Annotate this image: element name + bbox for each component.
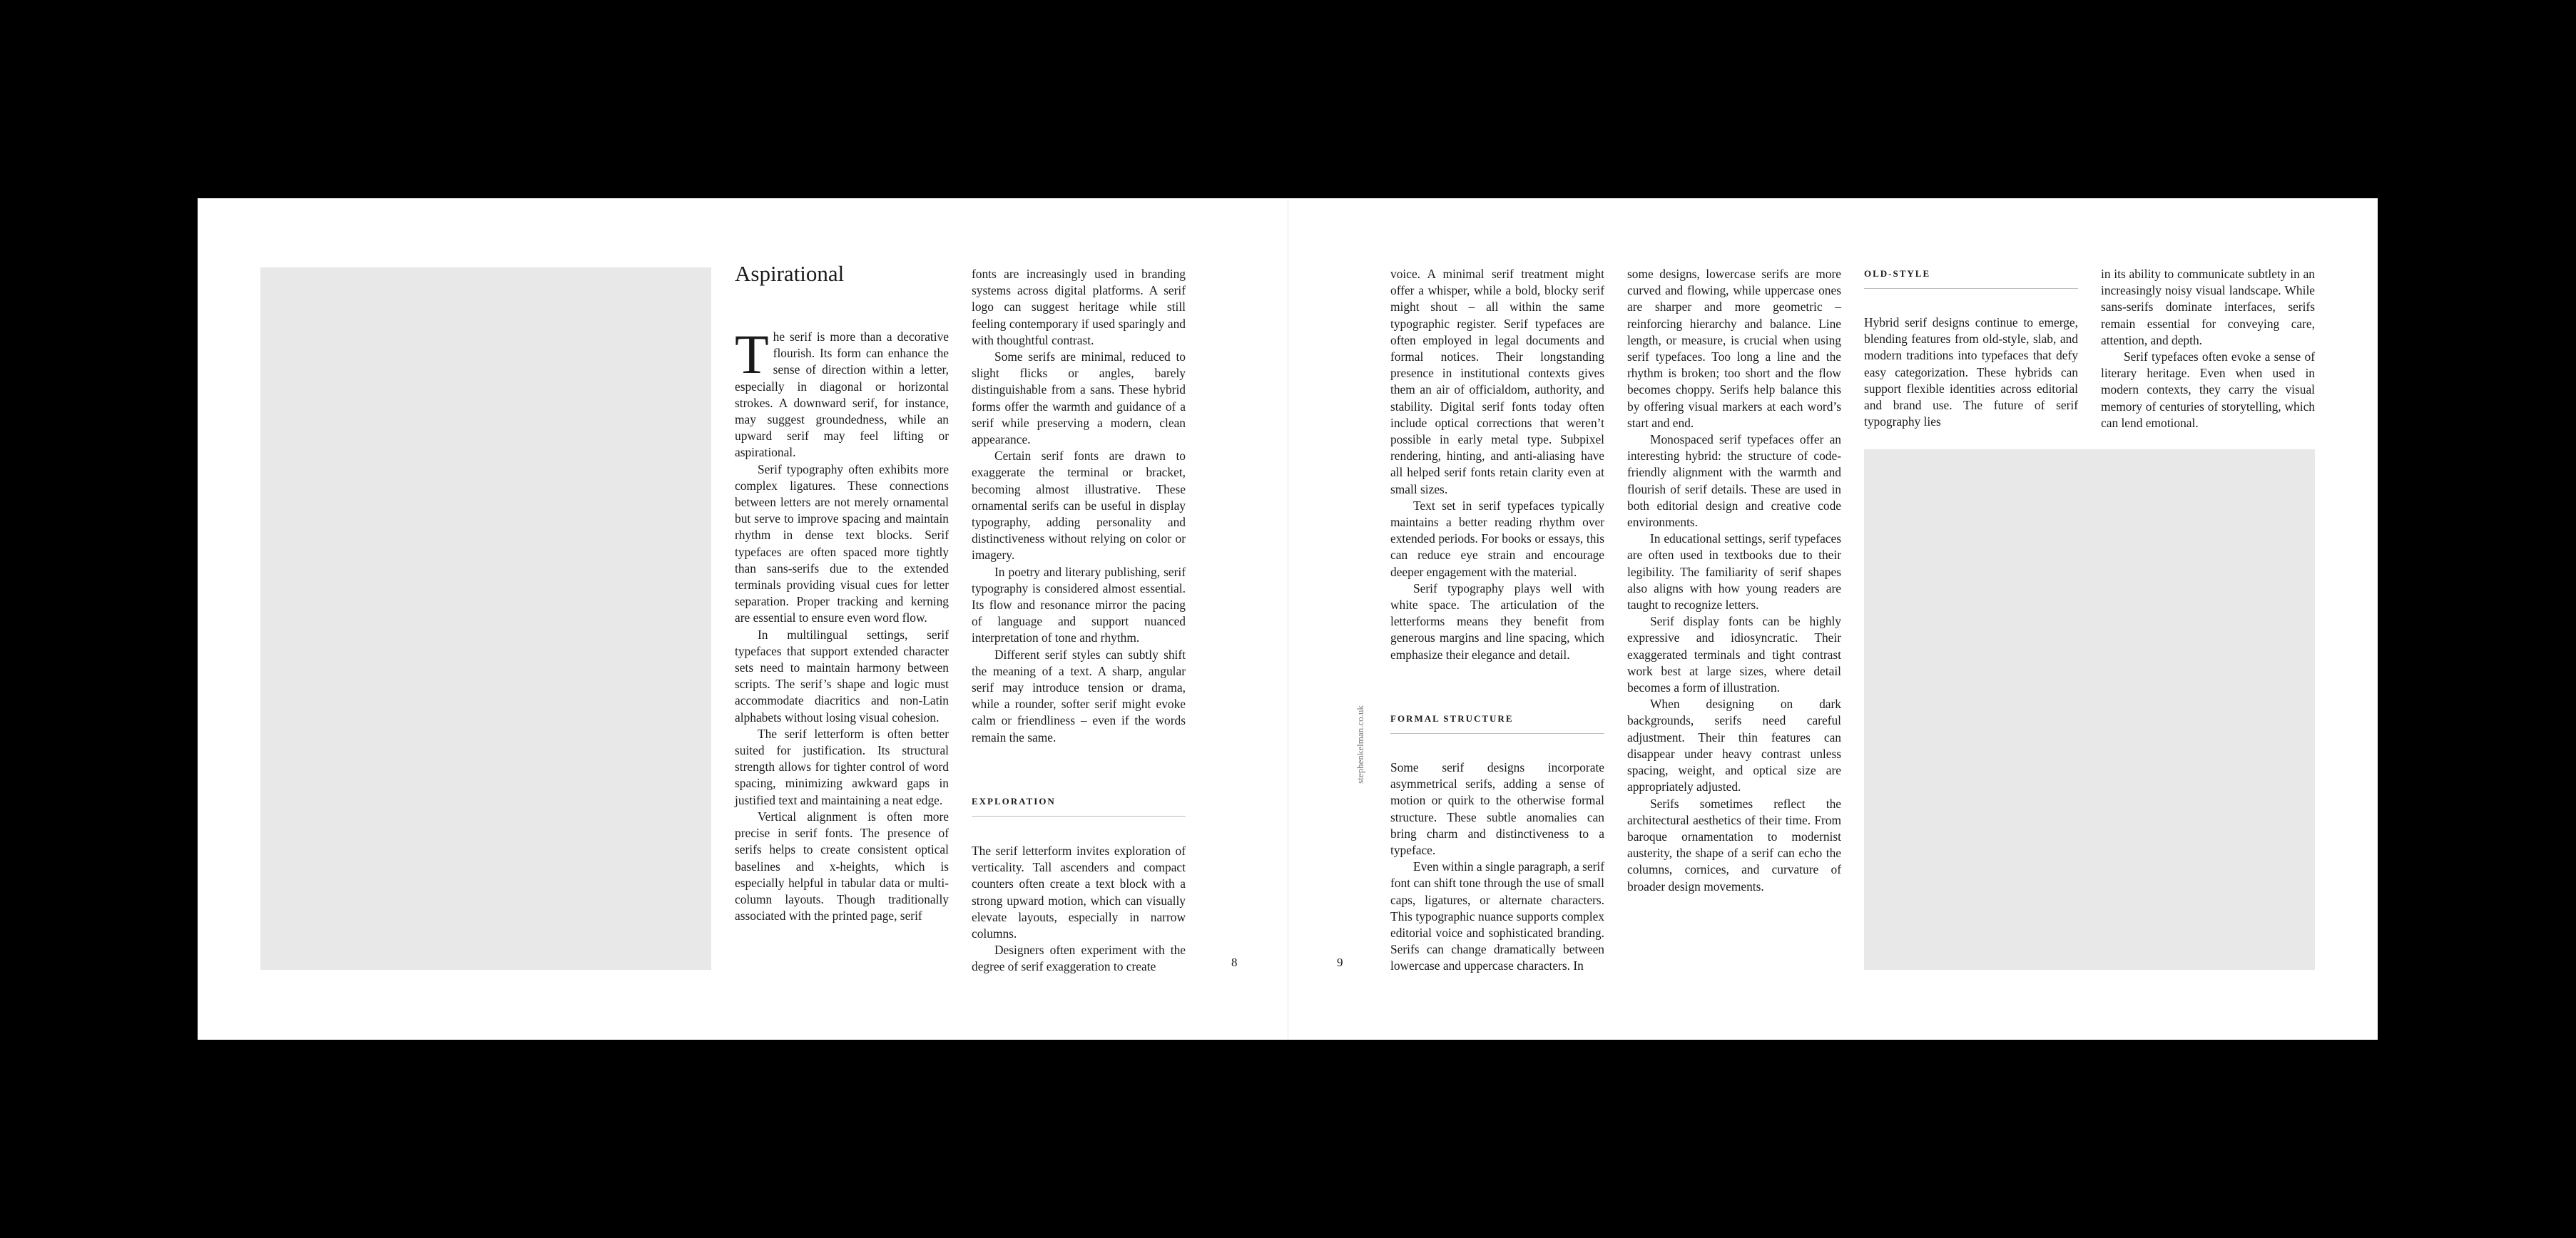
page-number-right: 9 bbox=[1337, 956, 1343, 969]
paragraph: Serif typography plays well with white space. The articulation of the letterforms means they benefit from generous margins and line spacing, which emphasize their elegance and detail. bbox=[1390, 580, 1604, 662]
right-page-column-1 bbox=[1390, 266, 1604, 663]
paragraph: fonts are increasingly used in branding systems across digital platforms. A serif logo can suggest heritage while still feeling contemporary if used sparingly and with thoughtful contrast. bbox=[972, 267, 1186, 347]
image-placeholder-right bbox=[1864, 449, 2315, 970]
right-page-column-3 bbox=[1864, 314, 2078, 430]
section-heading-exploration: EXPLORATION bbox=[972, 796, 1186, 817]
paragraph: In poetry and literary publishing, serif typography is considered almost essential. Its flow and resonance mirror the pacing of language and support nuanced interpretation of tone and rhythm. bbox=[972, 564, 1186, 645]
paragraph: The serif letterform invites exploration of verticality. Tall ascenders and compact counters often create a text block with a strong upward motion, which can visually elevate layouts, especially in narrow columns. bbox=[972, 844, 1186, 941]
paragraph: In multilingual settings, serif typefaces that support extended character sets need to maintain harmony between scripts. The serif’s shape and logic must accommodate diacritics and non-Latin alphabets without losing visual cohesion. bbox=[735, 627, 949, 725]
paragraph: Hybrid serif designs continue to emerge, blending features from old-style, slab, and modern traditions into typefaces that defy easy categorization. These hybrids can support flexible identities across editorial and brand use. The future of serif typography lies bbox=[1864, 315, 2078, 429]
right-page-column-1-continued bbox=[1390, 759, 1604, 975]
book-spread bbox=[198, 198, 2378, 1040]
paragraph: Some serif designs incorporate asymmetrical serifs, adding a sense of motion or quirk to the otherwise formal structure. These subtle anomalies can bring charm and distinctiveness to a typeface. bbox=[1390, 760, 1604, 858]
paragraph: Serif typography often exhibits more complex ligatures. These connections between letters are not merely ornamental but serve to improve spacing and maintain rhythm in dense text blocks. Serif typefaces are often spaced more tightly than sans-serifs due to the extended terminals providing visual cues for letter separation. Proper tracking and kerning are essential to ensure even word flow. bbox=[735, 461, 949, 625]
paragraph: Designers often experiment with the degree of serif exaggeration to create bbox=[972, 943, 1186, 974]
paragraph: Text set in serif typefaces typically maintains a better reading rhythm over extended periods. For books or essays, this can reduce eye strain and encourage deeper engagement with the material. bbox=[1390, 498, 1604, 579]
paragraph: Different serif styles can subtly shift the meaning of a text. A sharp, angular serif may introduce tension or drama, while a rounder, softer serif might evoke calm or friendliness – even if the words remain the same. bbox=[972, 647, 1186, 745]
right-page-column-2 bbox=[1627, 266, 1841, 895]
paragraph: Serifs sometimes reflect the architectural aesthetics of their time. From baroque ornamentation to modernist austerity, the shape of a serif can echo the columns, cornices, and curvature of broader design movements. bbox=[1627, 796, 1841, 894]
paragraph: Certain serif fonts are drawn to exaggerate the terminal or bracket, becoming almost illustrative. These ornamental serifs can be useful in display typography, adding personality and distinctiveness without relying on color or imagery. bbox=[972, 449, 1186, 563]
section-heading-old-style: OLD-STYLE bbox=[1864, 268, 2078, 289]
paragraph: voice. A minimal serif treatment might offer a whisper, while a bold, blocky serif might shout – all within the same typographic register. Serif typefaces are often employed in legal documents and formal notices. Their longstanding presence in institutional contexts gives them an air of officialdom, authority, and stability. Digital serif fonts today often include optical corrections that weren’t possible in early metal type. Subpixel rendering, hinting, and anti-aliasing have all helped serif fonts retain clarity even at small sizes. bbox=[1390, 267, 1604, 496]
left-page-column-2 bbox=[972, 266, 1186, 746]
paragraph: In educational settings, serif typefaces are often used in textbooks due to their legibility. The familiarity of serif shapes also aligns with how young readers are taught to recognize letters. bbox=[1627, 531, 1841, 613]
left-page-column-2-continued bbox=[972, 843, 1186, 976]
left-page-column-1 bbox=[735, 323, 949, 924]
page-number-left: 8 bbox=[1231, 956, 1238, 969]
paragraph: in its ability to communicate subtlety in an increasingly noisy visual landscape. While sans-serifs dominate interfaces, serifs remain essential for conveying care, attention, and depth. bbox=[2101, 267, 2315, 347]
paragraph: The serif letterform is often better suited for justification. Its structural strength allows for tighter control of word spacing, minimizing awkward gaps in justified text and maintaining a neat edge. bbox=[735, 726, 949, 807]
image-placeholder-left bbox=[260, 267, 711, 970]
paragraph: The serif is more than a decorative flourish. Its form can enhance the sense of direction within a letter, especially in diagonal or horizontal strokes. A downward serif, for instance, may suggest groundedness, while an upward serif may feel lifting or aspirational. bbox=[735, 323, 949, 460]
paragraph: Some serifs are minimal, reduced to slight flicks or angles, barely distinguishable from a sans. These hybrid forms offer the warmth and guidance of a serif while preserving a modern, clean appearance. bbox=[972, 349, 1186, 447]
section-title: Aspirational bbox=[735, 261, 845, 286]
drop-cap: T bbox=[735, 323, 769, 385]
right-page-column-4 bbox=[2101, 266, 2315, 431]
paragraph: some designs, lowercase serifs are more curved and flowing, while uppercase ones are sharper and more geometric – reinforcing hierarchy and balance. Line length, or measure, is crucial when using serif typefaces. Too long a line and the rhythm is broken; too short and the flow becomes choppy. Serifs help balance this by offering visual markers at each word’s start and end. bbox=[1627, 267, 1841, 430]
paragraph: Even within a single paragraph, a serif font can shift tone through the use of small caps, ligatures, or alternate characters. This typographic nuance supports complex editorial voice and sophisticated branding. Serifs can change dramatically between lowercase and uppercase characters. In bbox=[1390, 859, 1605, 973]
paragraph: Serif typefaces often evoke a sense of literary heritage. Even when used in modern contexts, they carry the visual memory of centuries of storytelling, which can lend emotional. bbox=[2101, 349, 2315, 430]
paragraph: Monospaced serif typefaces offer an interesting hybrid: the structure of code-friendly alignment with the warmth and flourish of serif details. These are used in both editorial design and creative code environments. bbox=[1627, 432, 1841, 530]
paragraph: When designing on dark backgrounds, serifs need careful adjustment. Their thin features can disappear under heavy contrast unless spacing, weight, and optical size are appropriately adjusted. bbox=[1627, 697, 1841, 794]
paragraph: Vertical alignment is often more precise in serif fonts. The presence of serifs helps to create consistent optical baselines and x-heights, which is especially helpful in tabular data or multi-column layouts. Though traditionally associated with the printed page, serif bbox=[735, 809, 949, 924]
section-heading-formal-structure: FORMAL STRUCTURE bbox=[1390, 713, 1604, 734]
vertical-website-url: stephenkelman.co.uk bbox=[1355, 705, 1365, 784]
paragraph: Serif display fonts can be highly expressive and idiosyncratic. Their exaggerated terminals and tight contrast work best at large sizes, where detail becomes a form of illustration. bbox=[1627, 614, 1841, 695]
